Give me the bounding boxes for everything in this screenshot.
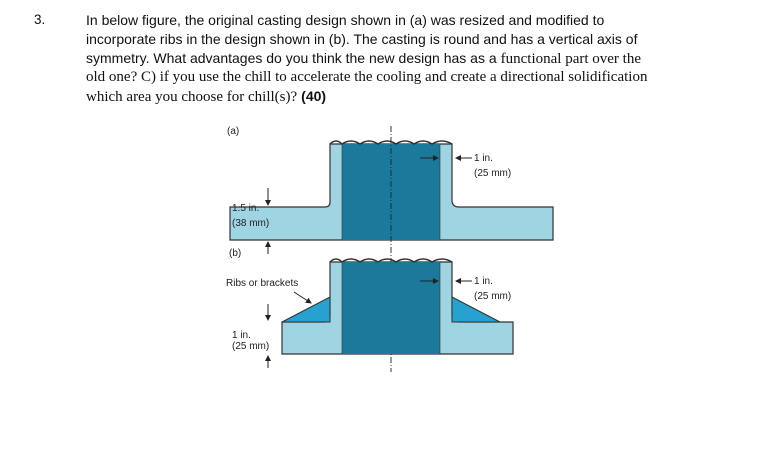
question-line-5-text: which area you choose for chill(s)? <box>86 89 298 105</box>
casting-b-rib-left <box>282 297 330 322</box>
a-right-dim-value: 1 in. <box>474 153 493 164</box>
b-right-dim-metric: (25 mm) <box>474 291 512 302</box>
question-number: 3. <box>34 12 46 27</box>
ribs-pointer-arrow <box>294 292 311 303</box>
figure-label-a: (a) <box>227 126 240 137</box>
b-left-dim-value: 1 in. <box>232 330 251 341</box>
b-right-dim-value: 1 in. <box>474 276 493 287</box>
question-line-1: In below figure, the original casting design shown in (a) was resized and modified to <box>86 12 605 28</box>
question-line-3-tail: functional part over the <box>500 51 642 67</box>
a-left-dim-metric: (38 mm) <box>232 218 270 229</box>
question-points: (40) <box>301 88 327 104</box>
ribs-label: Ribs or brackets <box>226 278 299 289</box>
figure-label-b: (b) <box>229 248 242 259</box>
b-left-dim-metric: (25 mm) <box>232 341 270 352</box>
question-line-2: incorporate ribs in the design shown in (b). The casting is round and has a vertical axis of <box>86 31 638 47</box>
a-right-dim-metric: (25 mm) <box>474 168 512 179</box>
question-line-3-head: symmetry. What advantages do you think the new design has as a <box>86 50 497 66</box>
a-left-dim-value: 1.5 in. <box>232 203 260 214</box>
casting-b-dark-core <box>342 262 440 354</box>
question-line-4: old one? C) if you use the chill to accelerate the cooling and create a directional solidification <box>86 69 648 85</box>
